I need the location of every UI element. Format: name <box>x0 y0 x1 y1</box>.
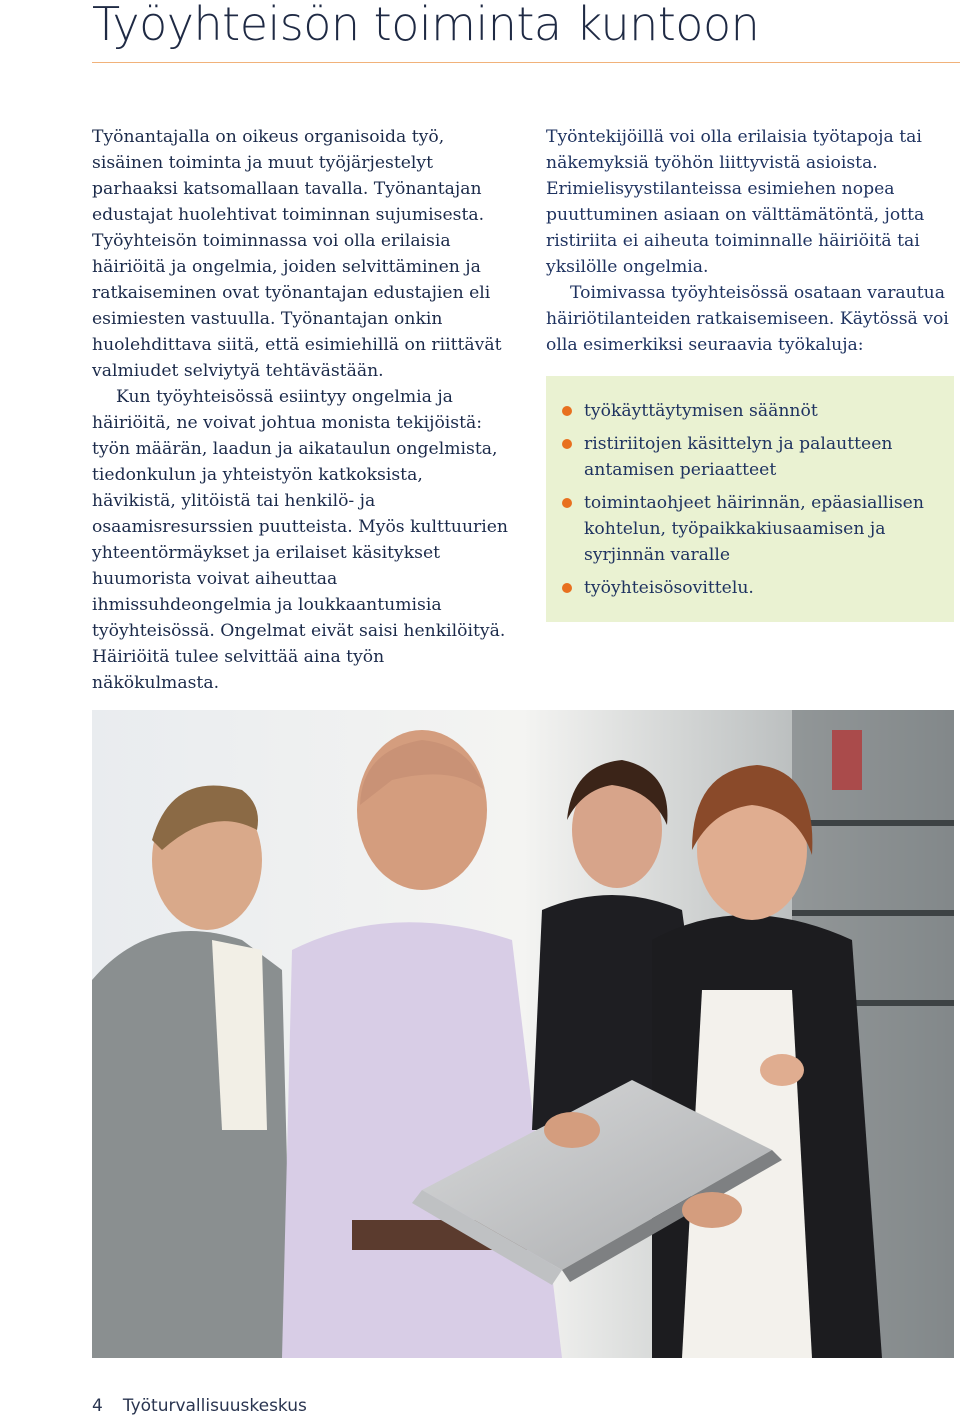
page-title: Työyhteisön toiminta kuntoon <box>92 0 760 51</box>
bullet-dot-icon <box>562 439 572 449</box>
right-column <box>546 124 960 358</box>
bullet-dot-icon <box>562 498 572 508</box>
publisher-name: Työturvallisuuskeskus <box>122 1396 307 1416</box>
list-item: työkäyttäytymisen säännöt <box>562 398 938 424</box>
bullet-dot-icon <box>562 583 572 593</box>
left-column <box>92 124 512 696</box>
team-photo-illustration <box>92 710 954 1358</box>
title-divider <box>92 62 960 63</box>
bullet-dot-icon <box>562 406 572 416</box>
left-paragraph-1: Työnantajalla on oikeus organisoida työ, sisäinen toiminta ja muut työjärjestelyt parhaaksi katsomallaan tavalla. Työnantajan edustajat huolehtivat toiminnan sujumisesta. Työyhteisön toiminnassa voi olla erilaisia häiriöitä ja ongelmia, joiden selvittäminen ja ratkaiseminen ovat työnantajan edustajien eli esimiesten vastuulla. Työnantajan onkin huolehdittava siitä, että esimiehillä on riittävät valmiudet selviytyä tehtävästään. <box>92 127 502 381</box>
team-photo <box>92 710 954 1358</box>
list-item: työyhteisösovittelu. <box>562 575 938 601</box>
list-item: ristiriitojen käsittelyn ja palautteen antamisen periaatteet <box>562 431 938 483</box>
page-footer <box>92 1394 307 1418</box>
left-paragraph-2: Kun työyhteisössä esiintyy ongelmia ja häiriöitä, ne voivat johtua monista tekijöistä: työn määrän, laadun ja aikataulun ongelmista, tiedonkulun ja yhteistyön katkoksista, hävikistä, ylitöistä tai henkilö- ja osaamisresurssien puutteista. Myös kulttuurien yhteentörmäykset ja erilaiset käsitykset huumorista voivat aiheuttaa ihmissuhdeongelmia ja loukkaantumisia työyhteisössä. Ongelmat eivät saisi henkilöityä. Häiriöitä tulee selvittää aina työn näkökulmasta. <box>92 387 508 693</box>
right-paragraph-2: Toimivassa työyhteisössä osataan varautua häiriötilanteiden ratkaisemiseen. Käytössä voi olla esimerkiksi seuraavia työkaluja: <box>546 283 949 355</box>
right-paragraph-1: Työntekijöillä voi olla erilaisia työtapoja tai näkemyksiä työhön liittyvistä asioista. Erimielisyystilanteissa esimiehen nopea puuttuminen asiaan on välttämätöntä, jotta ristiriita ei aiheuta toiminnalle häiriöitä tai yksilölle ongelmia. <box>546 127 925 277</box>
tools-box <box>546 376 954 622</box>
page-number: 4 <box>92 1396 103 1416</box>
list-item: toimintaohjeet häirinnän, epäasiallisen kohtelun, työpaikkakiusaamisen ja syrjinnän varalle <box>562 490 938 568</box>
tools-list <box>562 398 938 601</box>
